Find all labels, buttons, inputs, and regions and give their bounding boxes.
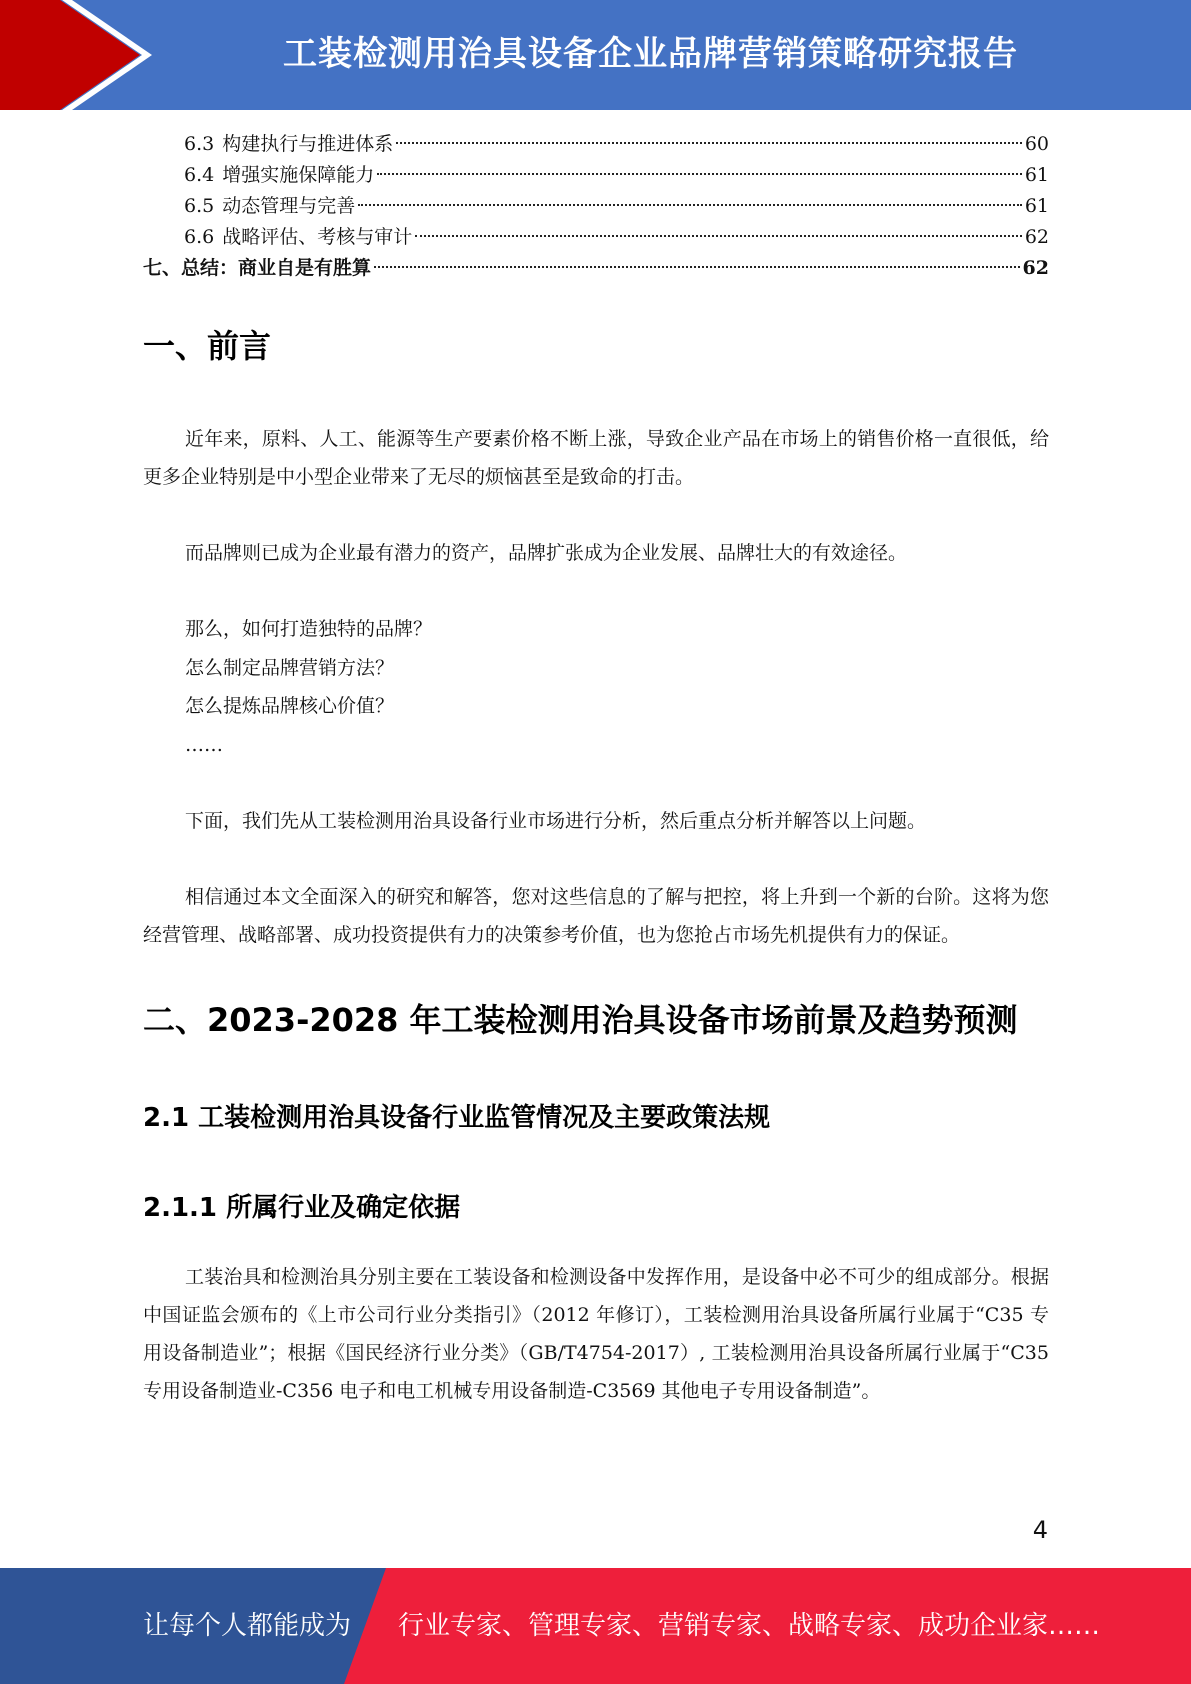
paragraph: 下面，我们先从工装检测用治具设备行业市场进行分析，然后重点分析并解答以上问题。: [185, 810, 927, 832]
subsection-heading: 2.1.1 所属行业及确定依据: [143, 1193, 461, 1223]
toc-number: 6.4: [184, 164, 215, 186]
question-line: 怎么制定品牌营销方法？: [185, 656, 395, 679]
paragraph: 近年来，原料、人工、能源等生产要素价格不断上涨，导致企业产品在市场上的销售价格一直很低，给更多企业特别是中小型企业带来了无尽的烦恼甚至是致命的打击。: [143, 428, 1049, 488]
toc-item[interactable]: [143, 160, 1049, 191]
footer-slogan-left: 让每个人都能成为: [143, 1611, 352, 1641]
toc-leader: [374, 266, 1020, 268]
toc-number: 6.3: [184, 133, 215, 155]
section-heading-forecast: 二、2023-2028 年工装检测用治具设备市场前景及趋势预测: [143, 1001, 1018, 1039]
ellipsis-line: ……: [185, 733, 223, 756]
toc-number: 6.5: [184, 195, 215, 217]
toc-title: 七、总结：商业自是有胜算: [143, 257, 372, 279]
toc-page: 61: [1024, 195, 1049, 217]
toc-item[interactable]: [143, 129, 1049, 160]
subsection-heading: 2.1 工装检测用治具设备行业监管情况及主要政策法规: [143, 1103, 771, 1133]
page-footer: [0, 1568, 1191, 1684]
toc-page: 62: [1022, 257, 1049, 279]
toc-item[interactable]: [143, 191, 1049, 222]
toc-leader: [415, 235, 1022, 237]
table-of-contents: [143, 129, 1049, 284]
toc-page: 61: [1024, 164, 1049, 186]
paragraph: 工装治具和检测治具分别主要在工装设备和检测设备中发挥作用，是设备中必不可少的组成部分。根据中国证监会颁布的《上市公司行业分类指引》（2012 年修订），工装检测用治具设备所属行业属于“C35 专用设备制造业”；根据《国民经济行业分类》（GB/T4754-2017）, 工装检测用治具设备所属行业属于“C35 专用设备制造业-C356 电子和电工机械专用设备制造-C3569 其他电子专用设备制造”。: [143, 1266, 1049, 1402]
toc-number: 6.6: [184, 226, 215, 248]
footer-slogan-right: 行业专家、管理专家、营销专家、战略专家、成功企业家……: [398, 1611, 1101, 1641]
paragraph: 而品牌则已成为企业最有潜力的资产，品牌扩张成为企业发展、品牌壮大的有效途径。: [185, 542, 908, 564]
section-heading-preface: 一、前言: [143, 327, 272, 365]
toc-title: 增强实施保障能力: [222, 164, 375, 186]
toc-leader: [377, 173, 1022, 175]
toc-item[interactable]: [143, 222, 1049, 253]
main-content: [143, 320, 1049, 1410]
paragraph: 相信通过本文全面深入的研究和解答，您对这些信息的了解与把控，将上升到一个新的台阶。这将为您经营管理、战略部署、成功投资提供有力的决策参考价值，也为您抢占市场先机提供有力的保证。: [143, 886, 1049, 946]
toc-page: 62: [1024, 226, 1049, 248]
toc-leader: [396, 142, 1022, 144]
toc-leader: [358, 204, 1022, 206]
question-line: 怎么提炼品牌核心价值？: [185, 695, 395, 717]
toc-title: 战略评估、考核与审计: [222, 226, 413, 248]
header-arrow-icon: [0, 0, 160, 110]
toc-title: 动态管理与完善: [222, 195, 356, 217]
header-title: 工装检测用治具设备企业品牌营销策略研究报告: [283, 34, 1018, 74]
toc-title: 构建执行与推进体系: [222, 133, 394, 155]
toc-item[interactable]: [143, 253, 1049, 284]
question-line: 那么，如何打造独特的品牌？: [185, 618, 433, 640]
toc-page: 60: [1024, 133, 1049, 155]
page-number: 4: [1032, 1516, 1048, 1544]
page-header: [0, 0, 1191, 110]
